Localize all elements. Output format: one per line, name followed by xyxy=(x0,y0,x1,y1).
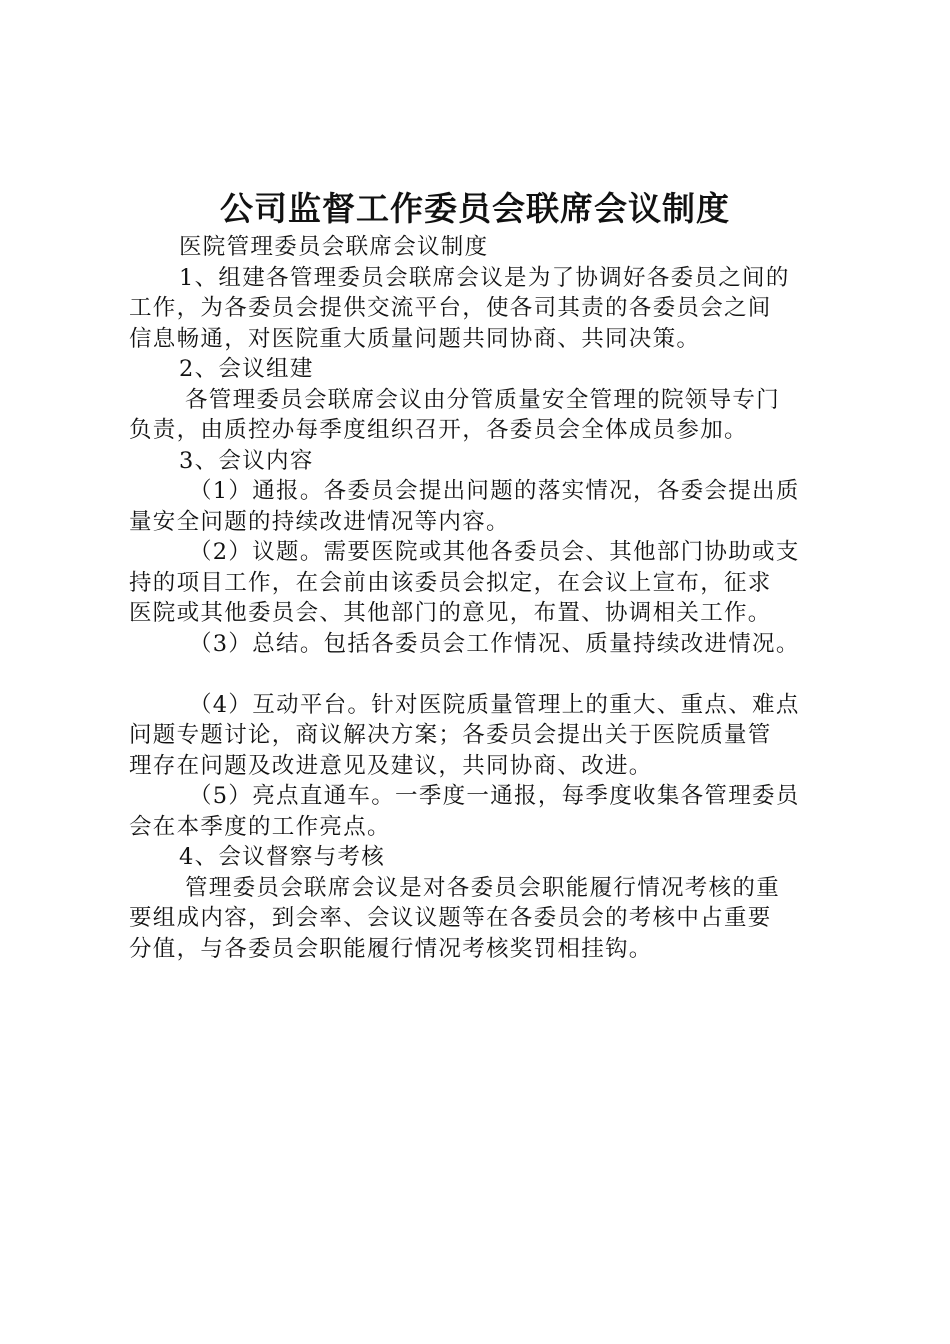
paragraph-line: （2）议题。需要医院或其他各委员会、其他部门协助或支 xyxy=(189,539,800,565)
paragraph-line: 问题专题讨论，商议解决方案；各委员会提出关于医院质量管 xyxy=(129,722,772,748)
section-heading: 4、会议督察与考核 xyxy=(179,844,386,870)
paragraph-line: （4）互动平台。针对医院质量管理上的重大、重点、难点 xyxy=(189,691,800,718)
paragraph-line: 负责，由质控办每季度组织召开，各委员会全体成员参加。 xyxy=(129,417,748,443)
paragraph-line: 分值，与各委员会职能履行情况考核奖罚相挂钩。 xyxy=(129,935,653,962)
paragraph-line: 医院或其他委员会、其他部门的意见，布置、协调相关工作。 xyxy=(129,600,772,626)
paragraph-line: 持的项目工作，在会前由该委员会拟定，在会议上宣布，征求 xyxy=(129,569,772,596)
section-heading: 2、会议组建 xyxy=(179,356,314,382)
paragraph-line: 工作，为各委员会提供交流平台，使各司其责的各委员会之间 xyxy=(129,295,772,321)
paragraph-line: 各管理委员会联席会议由分管质量安全管理的院领导专门 xyxy=(185,386,781,413)
paragraph-line: 1、组建各管理委员会联席会议是为了协调好各委员之间的 xyxy=(179,264,790,291)
paragraph-line: 量安全问题的持续改进情况等内容。 xyxy=(129,508,510,535)
blank-line xyxy=(129,659,829,690)
document-title: 公司监督工作委员会联席会议制度 xyxy=(220,189,730,228)
document-body xyxy=(129,232,829,964)
paragraph-line: （3）总结。包括各委员会工作情况、质量持续改进情况。 xyxy=(189,630,800,657)
paragraph-line: 信息畅通，对医院重大质量问题共同协商、共同决策。 xyxy=(129,325,701,352)
paragraph-line: 要组成内容，到会率、会议议题等在各委员会的考核中占重要 xyxy=(129,905,772,931)
paragraph-line: （1）通报。各委员会提出问题的落实情况，各委会提出质 xyxy=(189,478,800,504)
subtitle-line: 医院管理委员会联席会议制度 xyxy=(179,234,489,260)
section-heading: 3、会议内容 xyxy=(179,447,314,474)
paragraph-line: 管理委员会联席会议是对各委员会职能履行情况考核的重 xyxy=(185,874,781,901)
paragraph-line: 会在本季度的工作亮点。 xyxy=(129,813,391,840)
paragraph-line: （5）亮点直通车。一季度一通报，每季度收集各管理委员 xyxy=(189,783,800,809)
paragraph-line: 理存在问题及改进意见及建议，共同协商、改进。 xyxy=(129,752,653,779)
